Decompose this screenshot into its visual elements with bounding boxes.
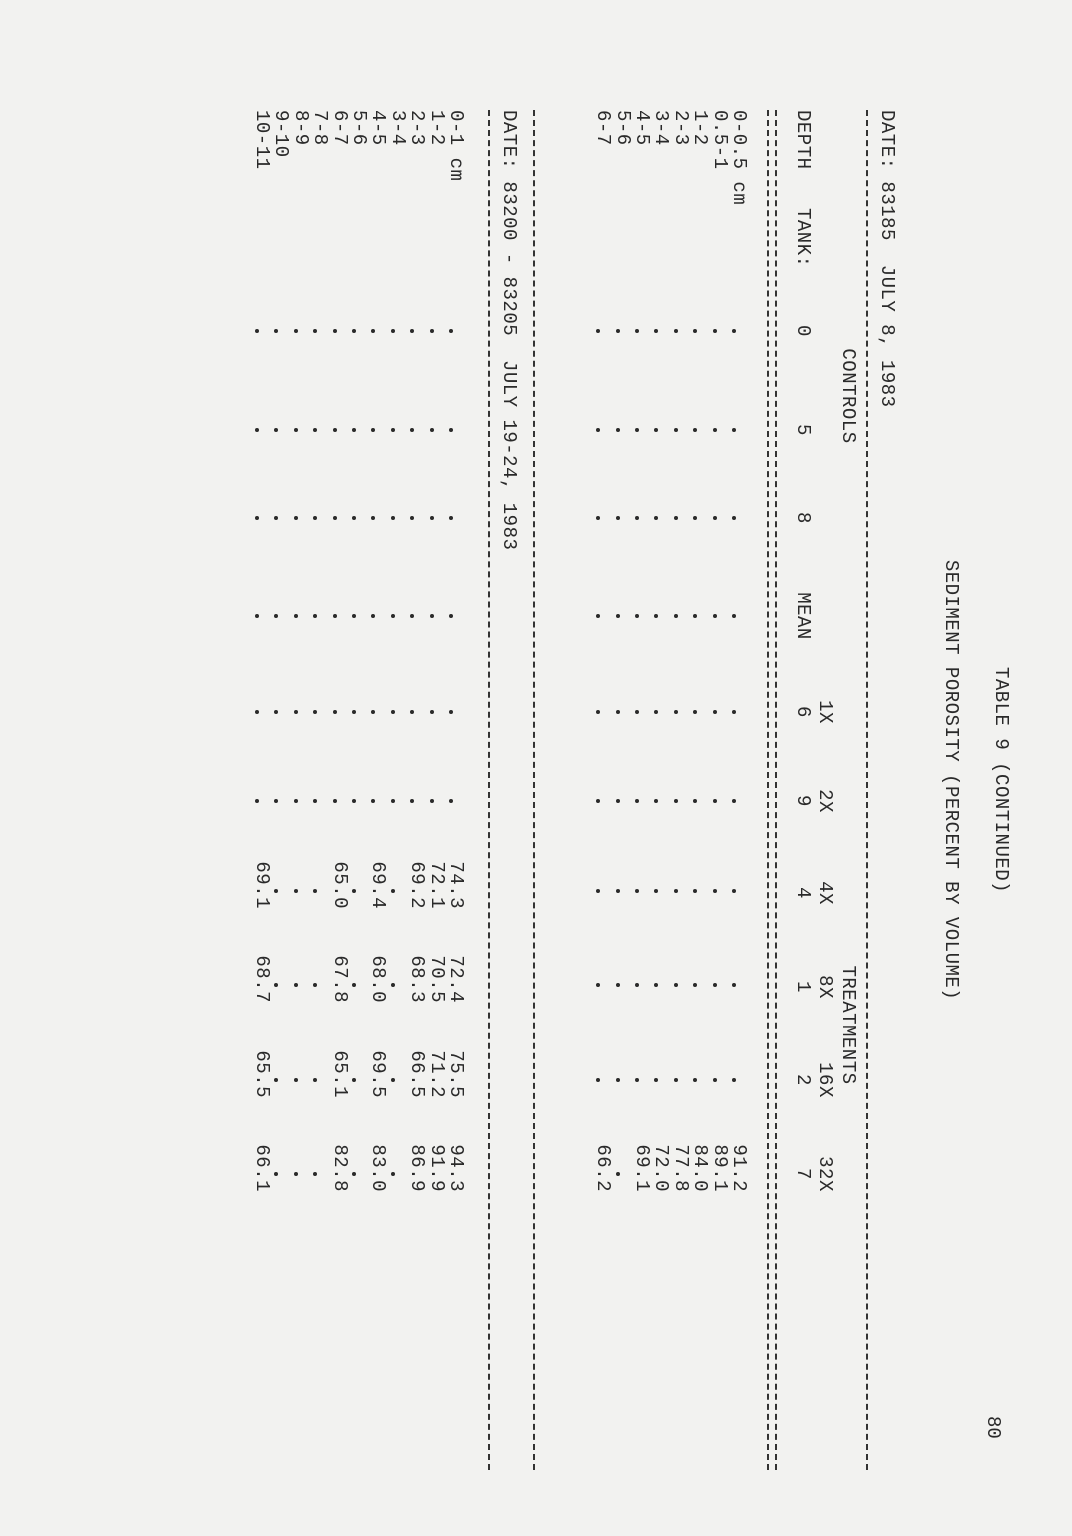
empty-value-dot xyxy=(352,516,356,520)
rule-mid xyxy=(533,110,535,1470)
empty-value-dot xyxy=(313,983,317,987)
empty-value-dot xyxy=(654,710,658,714)
value-cell: 94.3 xyxy=(445,1144,467,1192)
empty-value-dot xyxy=(635,799,639,803)
value-cell: 86.9 xyxy=(406,1144,429,1192)
empty-value-dot xyxy=(693,516,697,520)
empty-value-dot xyxy=(410,710,414,714)
depth-cell: 1-2 xyxy=(425,110,448,146)
column-name: 8X xyxy=(814,975,836,999)
column-name: 4X xyxy=(814,881,836,905)
empty-value-dot xyxy=(635,710,639,714)
empty-value-dot xyxy=(255,329,259,333)
empty-value-dot xyxy=(333,614,337,618)
empty-value-dot xyxy=(274,329,278,333)
value-cell: 66.5 xyxy=(406,1050,429,1098)
depth-cell: 0-1 cm xyxy=(445,110,467,182)
rotated-table-page xyxy=(50,110,1010,1510)
tank-number: 6 xyxy=(792,706,814,718)
depth-cell: 8-9 xyxy=(289,110,312,146)
empty-value-dot xyxy=(693,428,697,432)
empty-value-dot xyxy=(333,428,337,432)
empty-value-dot xyxy=(313,1078,317,1082)
empty-value-dot xyxy=(732,983,736,987)
empty-value-dot xyxy=(732,1078,736,1082)
value-cell: 68.3 xyxy=(406,955,429,1003)
empty-value-dot xyxy=(693,983,697,987)
empty-value-dot xyxy=(255,428,259,432)
empty-value-dot xyxy=(255,710,259,714)
value-cell: 66.1 xyxy=(251,1144,273,1192)
empty-value-dot xyxy=(294,329,298,333)
empty-value-dot xyxy=(274,710,278,714)
depth-cell: 2-3 xyxy=(669,110,692,146)
empty-value-dot xyxy=(333,329,337,333)
rule-header-1 xyxy=(775,110,777,1470)
depth-cell: 4-5 xyxy=(631,110,653,146)
value-cell: 91.2 xyxy=(728,1144,750,1192)
empty-value-dot xyxy=(674,983,678,987)
depth-cell: 7-8 xyxy=(309,110,332,146)
value-cell: 72.0 xyxy=(650,1144,673,1192)
empty-value-dot xyxy=(294,889,298,893)
empty-value-dot xyxy=(391,516,395,520)
empty-value-dot xyxy=(410,516,414,520)
value-cell: 69.5 xyxy=(367,1050,390,1098)
empty-value-dot xyxy=(333,710,337,714)
empty-value-dot xyxy=(674,710,678,714)
empty-value-dot xyxy=(449,799,453,803)
empty-value-dot xyxy=(274,983,278,987)
empty-value-dot xyxy=(371,516,375,520)
depth-cell: 0-0.5 cm xyxy=(728,110,750,206)
tank-number: 2 xyxy=(792,1074,814,1086)
value-cell: 67.8 xyxy=(328,955,351,1003)
empty-value-dot xyxy=(274,614,278,618)
value-cell: 84.0 xyxy=(689,1144,712,1192)
depth-cell: 9-10 xyxy=(270,110,293,158)
empty-value-dot xyxy=(654,516,658,520)
empty-value-dot xyxy=(693,329,697,333)
empty-value-dot xyxy=(732,799,736,803)
table-title: TABLE 9 (CONTINUED) xyxy=(990,666,1012,894)
empty-value-dot xyxy=(674,889,678,893)
tank-number: 7 xyxy=(792,1168,814,1180)
empty-value-dot xyxy=(713,889,717,893)
empty-value-dot xyxy=(596,889,600,893)
column-name: 16X xyxy=(814,1062,836,1098)
empty-value-dot xyxy=(430,329,434,333)
empty-value-dot xyxy=(430,614,434,618)
empty-value-dot xyxy=(449,614,453,618)
empty-value-dot xyxy=(410,614,414,618)
empty-value-dot xyxy=(352,710,356,714)
empty-value-dot xyxy=(654,614,658,618)
empty-value-dot xyxy=(674,1078,678,1082)
empty-value-dot xyxy=(596,614,600,618)
tank-number: 9 xyxy=(792,795,814,807)
empty-value-dot xyxy=(713,614,717,618)
empty-value-dot xyxy=(430,516,434,520)
empty-value-dot xyxy=(732,710,736,714)
tank-number: 5 xyxy=(792,424,814,436)
empty-value-dot xyxy=(635,428,639,432)
empty-value-dot xyxy=(313,710,317,714)
empty-value-dot xyxy=(616,329,620,333)
empty-value-dot xyxy=(391,799,395,803)
empty-value-dot xyxy=(713,710,717,714)
empty-value-dot xyxy=(391,889,395,893)
value-cell: 91.9 xyxy=(425,1144,448,1192)
empty-value-dot xyxy=(635,983,639,987)
empty-value-dot xyxy=(313,428,317,432)
treatments-label: TREATMENTS xyxy=(837,965,859,1085)
empty-value-dot xyxy=(410,799,414,803)
empty-value-dot xyxy=(391,983,395,987)
empty-value-dot xyxy=(693,614,697,618)
depth-cell: 5-6 xyxy=(611,110,634,146)
empty-value-dot xyxy=(654,983,658,987)
empty-value-dot xyxy=(371,799,375,803)
tank-number: 0 xyxy=(792,325,814,337)
empty-value-dot xyxy=(294,1172,298,1176)
empty-value-dot xyxy=(449,428,453,432)
empty-value-dot xyxy=(430,710,434,714)
value-cell: 74.3 xyxy=(445,861,467,909)
empty-value-dot xyxy=(449,516,453,520)
empty-value-dot xyxy=(294,799,298,803)
empty-value-dot xyxy=(294,516,298,520)
empty-value-dot xyxy=(391,1078,395,1082)
empty-value-dot xyxy=(713,428,717,432)
empty-value-dot xyxy=(294,983,298,987)
empty-value-dot xyxy=(693,1078,697,1082)
empty-value-dot xyxy=(732,614,736,618)
empty-value-dot xyxy=(313,889,317,893)
rule-top xyxy=(866,110,868,1470)
empty-value-dot xyxy=(313,614,317,618)
tank-label: TANK: xyxy=(792,208,814,268)
empty-value-dot xyxy=(713,329,717,333)
empty-value-dot xyxy=(616,428,620,432)
tank-number: 4 xyxy=(792,887,814,899)
empty-value-dot xyxy=(713,516,717,520)
controls-label: CONTROLS xyxy=(837,348,859,444)
column-name: 2X xyxy=(814,789,836,813)
empty-value-dot xyxy=(255,516,259,520)
empty-value-dot xyxy=(294,428,298,432)
empty-value-dot xyxy=(635,1078,639,1082)
value-cell: 69.4 xyxy=(367,861,390,909)
empty-value-dot xyxy=(732,329,736,333)
empty-value-dot xyxy=(713,1078,717,1082)
value-cell: 70.5 xyxy=(425,955,448,1003)
empty-value-dot xyxy=(654,329,658,333)
empty-value-dot xyxy=(596,799,600,803)
empty-value-dot xyxy=(616,889,620,893)
empty-value-dot xyxy=(596,710,600,714)
empty-value-dot xyxy=(616,516,620,520)
empty-value-dot xyxy=(352,983,356,987)
column-name: 1X xyxy=(814,700,836,724)
empty-value-dot xyxy=(352,889,356,893)
empty-value-dot xyxy=(449,329,453,333)
value-cell: 65.1 xyxy=(328,1050,351,1098)
rule-section-2 xyxy=(488,110,490,1470)
empty-value-dot xyxy=(713,799,717,803)
empty-value-dot xyxy=(596,983,600,987)
empty-value-dot xyxy=(274,889,278,893)
depth-cell: 3-4 xyxy=(386,110,409,146)
empty-value-dot xyxy=(616,799,620,803)
empty-value-dot xyxy=(274,799,278,803)
empty-value-dot xyxy=(255,799,259,803)
table-subtitle: SEDIMENT POROSITY (PERCENT BY VOLUME) xyxy=(940,559,962,1001)
empty-value-dot xyxy=(674,329,678,333)
depth-cell: 1-2 xyxy=(689,110,712,146)
empty-value-dot xyxy=(430,428,434,432)
empty-value-dot xyxy=(371,710,375,714)
depth-cell: 4-5 xyxy=(367,110,390,146)
value-cell: 66.2 xyxy=(592,1144,615,1192)
empty-value-dot xyxy=(294,710,298,714)
empty-value-dot xyxy=(352,1078,356,1082)
empty-value-dot xyxy=(371,329,375,333)
empty-value-dot xyxy=(313,516,317,520)
depth-cell: 0.5-1 xyxy=(708,110,731,170)
tank-number: MEAN xyxy=(792,592,814,640)
value-cell: 75.5 xyxy=(445,1050,467,1098)
empty-value-dot xyxy=(391,428,395,432)
empty-value-dot xyxy=(333,799,337,803)
empty-value-dot xyxy=(616,983,620,987)
section-1-date: DATE: 83185 JULY 8, 1983 xyxy=(876,110,898,408)
empty-value-dot xyxy=(333,516,337,520)
empty-value-dot xyxy=(596,329,600,333)
empty-value-dot xyxy=(313,799,317,803)
empty-value-dot xyxy=(294,614,298,618)
depth-cell: 3-4 xyxy=(650,110,673,146)
empty-value-dot xyxy=(274,1078,278,1082)
section-2-date: DATE: 83200 - 83205 JULY 19-24, 1983 xyxy=(498,110,520,551)
empty-value-dot xyxy=(616,1078,620,1082)
empty-value-dot xyxy=(693,710,697,714)
empty-value-dot xyxy=(352,428,356,432)
empty-value-dot xyxy=(674,428,678,432)
empty-value-dot xyxy=(674,799,678,803)
value-cell: 65.0 xyxy=(328,861,351,909)
empty-value-dot xyxy=(313,329,317,333)
value-cell: 65.5 xyxy=(251,1050,273,1098)
value-cell: 83.0 xyxy=(367,1144,390,1192)
empty-value-dot xyxy=(693,889,697,893)
depth-cell: 2-3 xyxy=(406,110,429,146)
value-cell: 69.1 xyxy=(631,1144,653,1192)
empty-value-dot xyxy=(313,1172,317,1176)
empty-value-dot xyxy=(352,799,356,803)
value-cell: 77.8 xyxy=(669,1144,692,1192)
empty-value-dot xyxy=(732,516,736,520)
empty-value-dot xyxy=(410,428,414,432)
tank-number: 1 xyxy=(792,981,814,993)
empty-value-dot xyxy=(693,799,697,803)
empty-value-dot xyxy=(371,614,375,618)
empty-value-dot xyxy=(674,516,678,520)
empty-value-dot xyxy=(596,516,600,520)
empty-value-dot xyxy=(391,710,395,714)
value-cell: 71.2 xyxy=(425,1050,448,1098)
empty-value-dot xyxy=(654,1078,658,1082)
empty-value-dot xyxy=(352,614,356,618)
empty-value-dot xyxy=(391,1172,395,1176)
value-cell: 72.4 xyxy=(445,955,467,1003)
tank-number: 8 xyxy=(792,512,814,524)
empty-value-dot xyxy=(616,1172,620,1176)
empty-value-dot xyxy=(732,889,736,893)
empty-value-dot xyxy=(274,428,278,432)
value-cell: 72.1 xyxy=(425,861,448,909)
empty-value-dot xyxy=(391,329,395,333)
page-number: 80 xyxy=(982,1416,1004,1439)
depth-label: DEPTH xyxy=(792,110,814,170)
empty-value-dot xyxy=(449,710,453,714)
empty-value-dot xyxy=(732,428,736,432)
empty-value-dot xyxy=(274,516,278,520)
empty-value-dot xyxy=(596,1078,600,1082)
value-cell: 68.7 xyxy=(251,955,273,1003)
empty-value-dot xyxy=(352,329,356,333)
empty-value-dot xyxy=(596,428,600,432)
column-name: 32X xyxy=(814,1156,836,1192)
empty-value-dot xyxy=(654,428,658,432)
empty-value-dot xyxy=(430,799,434,803)
empty-value-dot xyxy=(674,614,678,618)
empty-value-dot xyxy=(616,614,620,618)
empty-value-dot xyxy=(713,983,717,987)
value-cell: 82.8 xyxy=(328,1144,351,1192)
empty-value-dot xyxy=(635,516,639,520)
value-cell: 68.0 xyxy=(367,955,390,1003)
empty-value-dot xyxy=(255,614,259,618)
empty-value-dot xyxy=(391,614,395,618)
empty-value-dot xyxy=(274,1172,278,1176)
depth-cell: 6-7 xyxy=(328,110,351,146)
value-cell: 89.1 xyxy=(708,1144,731,1192)
empty-value-dot xyxy=(654,799,658,803)
depth-cell: 5-6 xyxy=(348,110,370,146)
empty-value-dot xyxy=(410,329,414,333)
empty-value-dot xyxy=(294,1078,298,1082)
depth-cell: 6-7 xyxy=(592,110,615,146)
value-cell: 69.1 xyxy=(251,861,273,909)
rule-header-2 xyxy=(767,110,769,1470)
empty-value-dot xyxy=(635,889,639,893)
empty-value-dot xyxy=(654,889,658,893)
empty-value-dot xyxy=(635,329,639,333)
value-cell: 69.2 xyxy=(406,861,429,909)
empty-value-dot xyxy=(616,710,620,714)
empty-value-dot xyxy=(371,428,375,432)
empty-value-dot xyxy=(352,1172,356,1176)
depth-cell: 10-11 xyxy=(251,110,273,170)
empty-value-dot xyxy=(635,614,639,618)
